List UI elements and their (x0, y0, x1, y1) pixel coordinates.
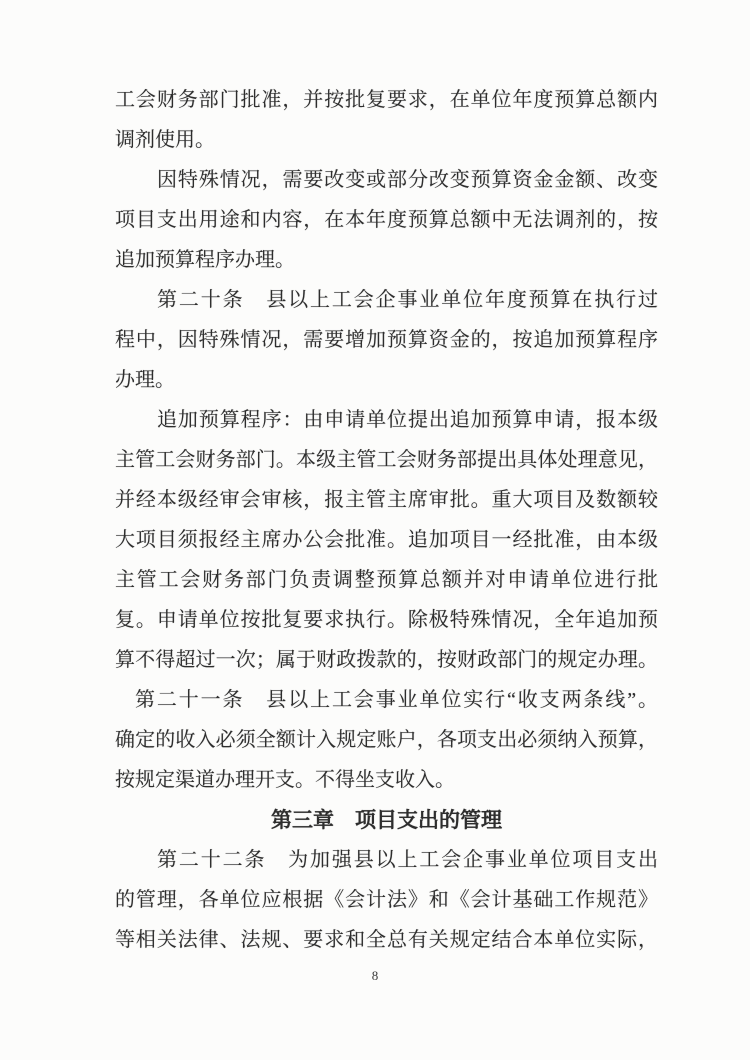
text-line: 并经本级经审会审核，报主管主席审批。重大项目及数额较 (115, 489, 658, 511)
chapter-heading: 第三章 项目支出的管理 (271, 808, 502, 832)
text-line: 追加预算程序办理。 (115, 249, 295, 271)
page-number: 8 (371, 968, 379, 983)
document-lines (115, 80, 658, 960)
text-line: 办理。 (115, 369, 175, 391)
text-line: 的管理，各单位应根据《会计法》和《会计基础工作规范》 (115, 889, 658, 911)
text-line: 调剂使用。 (115, 129, 215, 151)
text-line: 第二十一条 县以上工会事业单位实行“收支两条线”。 (135, 689, 658, 711)
text-line: 主管工会财务部门负责调整预算总额并对申请单位进行批 (115, 569, 658, 591)
text-line: 确定的收入必须全额计入规定账户，各项支出必须纳入预算， (115, 729, 658, 751)
text-line: 大项目须报经主席办公会批准。追加项目一经批准，由本级 (115, 529, 658, 551)
text-line: 主管工会财务部门。本级主管工会财务部提出具体处理意见， (115, 449, 658, 471)
text-line: 复。申请单位按批复要求执行。除极特殊情况，全年追加预 (115, 609, 658, 631)
text-line: 第二十二条 为加强县以上工会企事业单位项目支出 (157, 849, 658, 871)
text-line: 等相关法律、法规、要求和全总有关规定结合本单位实际， (115, 929, 658, 951)
text-line: 追加预算程序：由申请单位提出追加预算申请，报本级 (157, 409, 658, 431)
text-line: 项目支出用途和内容，在本年度预算总额中无法调剂的，按 (115, 209, 658, 231)
text-line: 工会财务部门批准，并按批复要求，在单位年度预算总额内 (115, 89, 658, 111)
text-line: 按规定渠道办理开支。不得坐支收入。 (115, 769, 455, 791)
text-line: 程中，因特殊情况，需要增加预算资金的，按追加预算程序 (115, 329, 658, 351)
text-line: 算不得超过一次；属于财政拨款的，按财政部门的规定办理。 (115, 649, 658, 671)
text-line: 因特殊情况，需要改变或部分改变预算资金金额、改变 (157, 169, 658, 191)
text-line: 第二十条 县以上工会企事业单位年度预算在执行过 (157, 289, 658, 311)
